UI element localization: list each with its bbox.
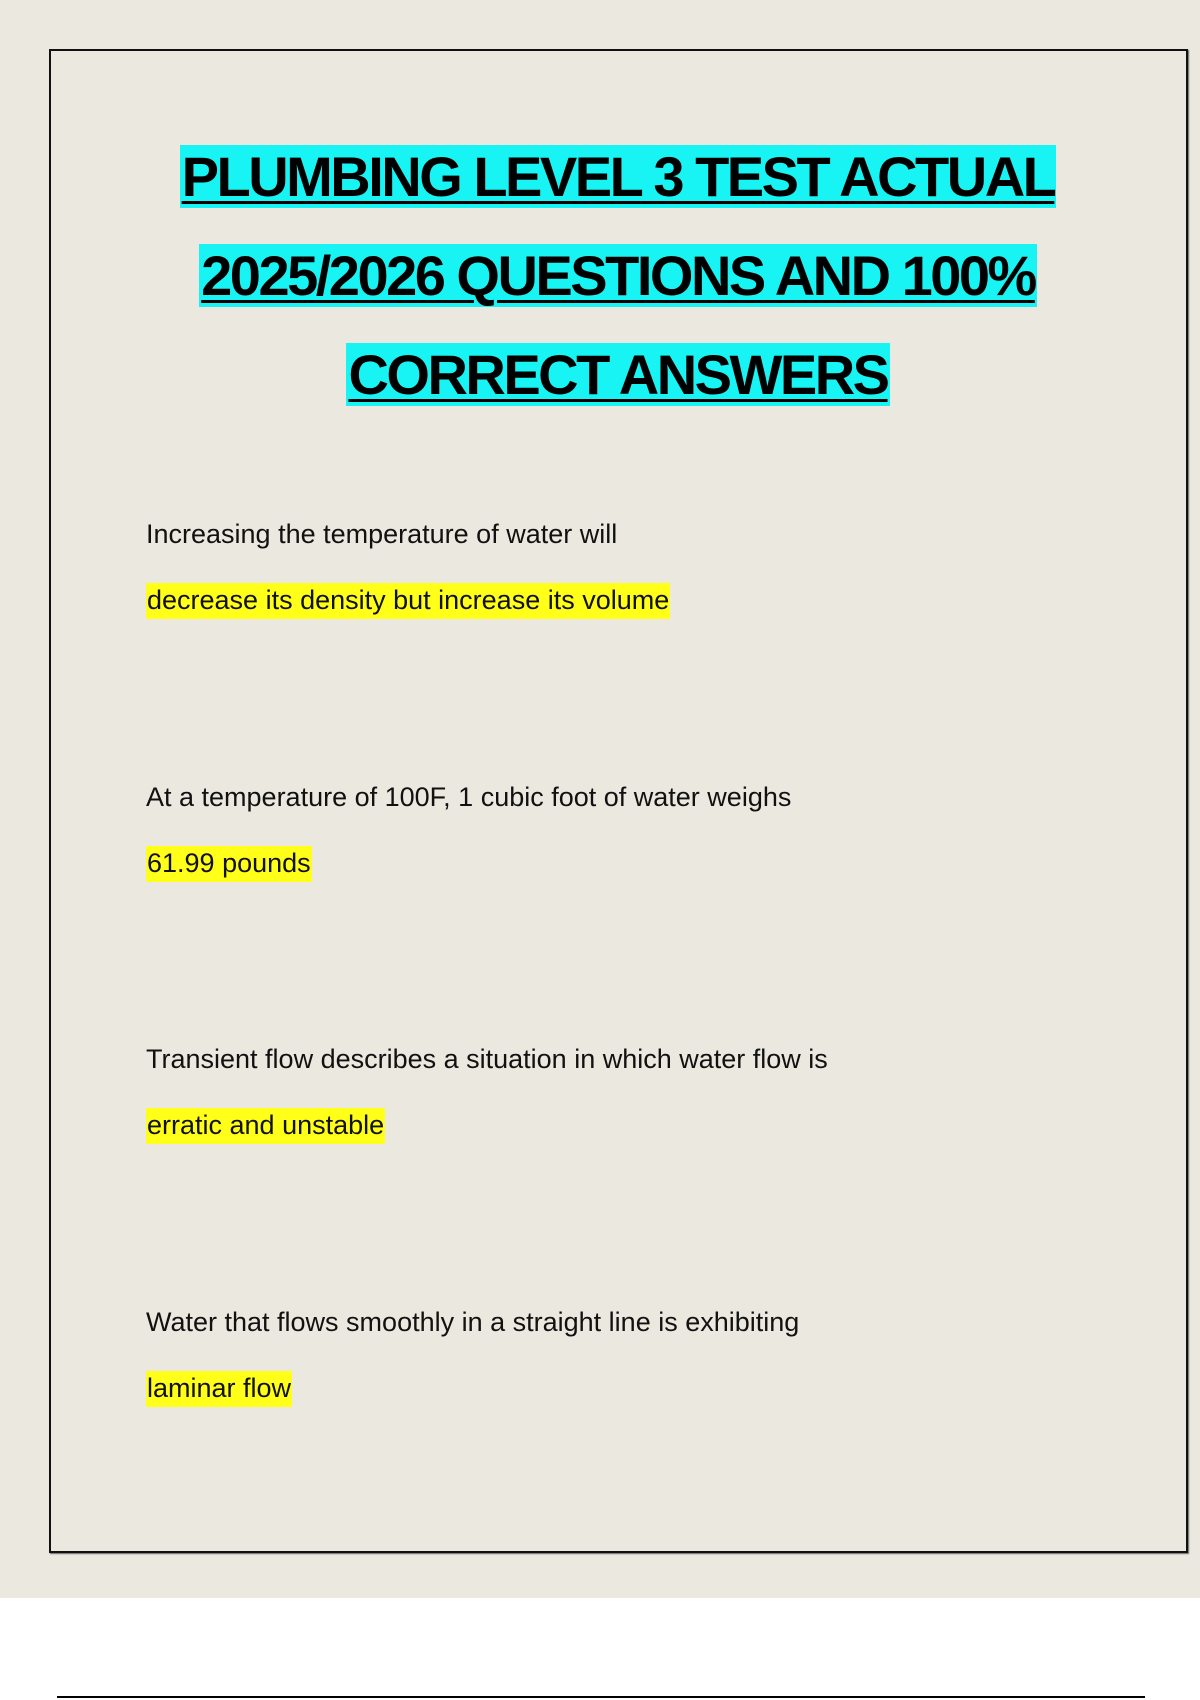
question-1: Increasing the temperature of water will bbox=[146, 519, 618, 549]
question-2: At a temperature of 100F, 1 cubic foot of water weighs bbox=[146, 782, 792, 812]
answer-1: decrease its density but increase its volume bbox=[146, 585, 670, 616]
answer-4: laminar flow bbox=[146, 1373, 292, 1404]
title-line-2: 2025/2026 QUESTIONS AND 100% bbox=[201, 244, 1035, 307]
question-3: Transient flow describes a situation in which water flow is bbox=[146, 1044, 828, 1074]
title-line-1: PLUMBING LEVEL 3 TEST ACTUAL bbox=[181, 145, 1055, 208]
answer-2: 61.99 pounds bbox=[146, 848, 312, 879]
answer-3: erratic and unstable bbox=[146, 1110, 385, 1141]
title-line-3: CORRECT ANSWERS bbox=[348, 343, 888, 406]
next-page-top-rule bbox=[57, 1696, 1145, 1698]
question-4: Water that flows smoothly in a straight line is exhibiting bbox=[146, 1307, 800, 1337]
